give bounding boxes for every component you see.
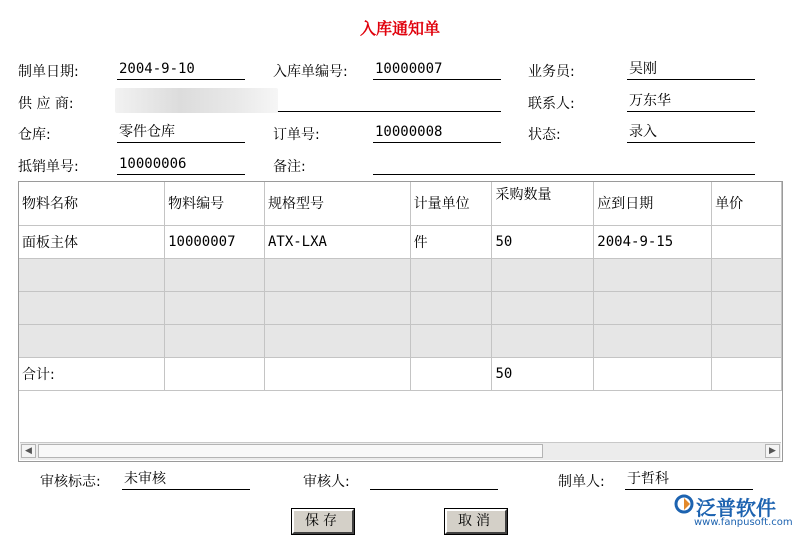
status-label: 状态:: [528, 127, 561, 143]
grid-cell[interactable]: [19, 291, 165, 324]
scroll-right-icon[interactable]: ▶: [765, 444, 780, 458]
column-header[interactable]: 采购数量: [492, 182, 594, 225]
supplier-label: 供 应 商:: [18, 96, 74, 112]
grid-cell[interactable]: 10000007: [165, 225, 265, 258]
grid-cell[interactable]: [264, 258, 410, 291]
grid-cell[interactable]: [492, 291, 594, 324]
total-cell: [264, 357, 410, 390]
grid-cell[interactable]: [712, 291, 782, 324]
redacted-supplier-blur: [115, 88, 278, 113]
auditor-field[interactable]: [370, 469, 498, 490]
remark-label: 备注:: [273, 159, 306, 175]
creator-label: 制单人:: [558, 474, 605, 490]
grid-cell[interactable]: [410, 291, 492, 324]
grid-cell[interactable]: [712, 324, 782, 357]
total-row: [19, 357, 782, 390]
grid-cell[interactable]: [712, 225, 782, 258]
column-header[interactable]: 应到日期: [594, 182, 712, 225]
horizontal-scrollbar[interactable]: [20, 442, 781, 460]
contact-label: 联系人:: [528, 96, 575, 112]
grid-cell[interactable]: [19, 324, 165, 357]
grid-cell[interactable]: ATX-LXA: [264, 225, 410, 258]
status-field[interactable]: 录入: [627, 122, 755, 143]
salesman-label: 业务员:: [528, 64, 575, 80]
offset-no-label: 抵销单号:: [18, 159, 79, 175]
total-cell: [410, 357, 492, 390]
order-no-field[interactable]: 10000008: [373, 122, 501, 143]
form-title: 入库通知单: [359, 19, 440, 38]
creator-field[interactable]: 于哲科: [625, 469, 753, 490]
column-header[interactable]: 规格型号: [264, 182, 410, 225]
scroll-left-icon[interactable]: ◀: [21, 444, 36, 458]
grid-cell[interactable]: 件: [410, 225, 492, 258]
column-header[interactable]: 计量单位: [410, 182, 492, 225]
table-row[interactable]: [19, 258, 782, 291]
column-header[interactable]: 物料名称: [19, 182, 165, 225]
fanpu-logo: [672, 490, 797, 535]
grid-cell[interactable]: [410, 324, 492, 357]
warehouse-field[interactable]: 零件仓库: [117, 122, 245, 143]
order-no-label: 订单号:: [273, 127, 320, 143]
grid-cell[interactable]: 50: [492, 225, 594, 258]
total-quantity: 50: [492, 357, 594, 390]
receipt-no-label: 入库单编号:: [273, 64, 348, 80]
grid-cell[interactable]: [594, 291, 712, 324]
contact-field[interactable]: 万东华: [627, 91, 755, 112]
warehouse-label: 仓库:: [18, 127, 51, 143]
offset-no-field[interactable]: 10000006: [117, 154, 245, 175]
audit-flag-label: 审核标志:: [40, 474, 101, 490]
grid-cell[interactable]: [410, 258, 492, 291]
auditor-label: 审核人:: [303, 474, 350, 490]
scroll-thumb[interactable]: [38, 444, 543, 458]
grid-cell[interactable]: 面板主体: [19, 225, 165, 258]
grid-cell[interactable]: [264, 291, 410, 324]
table-row[interactable]: [19, 324, 782, 357]
receipt-no-field[interactable]: 10000007: [373, 59, 501, 80]
grid-cell[interactable]: [19, 258, 165, 291]
total-cell: [165, 357, 265, 390]
grid-cell[interactable]: [594, 258, 712, 291]
grid-cell[interactable]: [712, 258, 782, 291]
fanpu-logo-icon: [674, 494, 694, 514]
logo-url: www.fanpusoft.com: [694, 517, 793, 528]
grid-header-row: [19, 182, 782, 225]
logo-name: 泛普软件: [696, 496, 776, 520]
total-label: 合计:: [19, 357, 165, 390]
table-row[interactable]: [19, 225, 782, 258]
grid-cell[interactable]: [165, 324, 265, 357]
cancel-button[interactable]: 取消: [445, 509, 507, 534]
material-table: [19, 182, 782, 391]
audit-flag-field[interactable]: 未审核: [122, 469, 250, 490]
grid-cell[interactable]: [264, 324, 410, 357]
grid-cell[interactable]: [594, 324, 712, 357]
total-cell: [712, 357, 782, 390]
grid-cell[interactable]: [165, 291, 265, 324]
column-header[interactable]: 单价: [712, 182, 782, 225]
date-field[interactable]: 2004-9-10: [117, 59, 245, 80]
grid-cell[interactable]: 2004-9-15: [594, 225, 712, 258]
remark-field[interactable]: [373, 154, 755, 175]
salesman-field[interactable]: 吴刚: [627, 59, 755, 80]
date-label: 制单日期:: [18, 64, 79, 80]
table-row[interactable]: [19, 291, 782, 324]
column-header[interactable]: 物料编号: [165, 182, 265, 225]
total-cell: [594, 357, 712, 390]
grid-cell[interactable]: [492, 324, 594, 357]
grid-cell[interactable]: [165, 258, 265, 291]
save-button[interactable]: 保存: [292, 509, 354, 534]
material-grid: [18, 181, 783, 462]
grid-cell[interactable]: [492, 258, 594, 291]
